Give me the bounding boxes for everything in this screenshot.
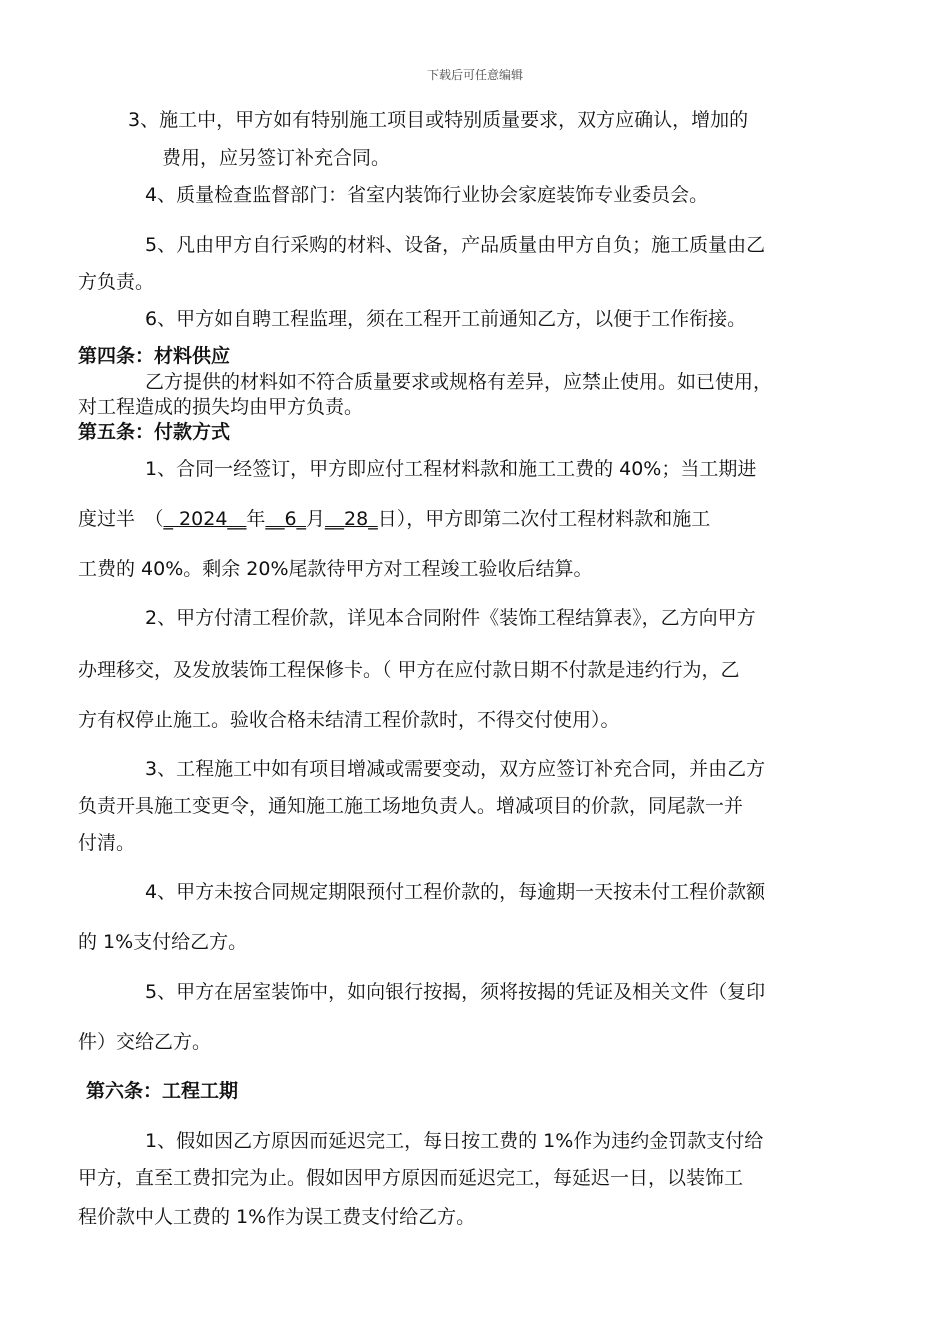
- clause-5-line-1: 5、凡由甲方自行采购的材料、设备，产品质量由甲方自负；施工质量由乙: [145, 234, 766, 256]
- article-4-heading: 第四条：材料供应: [78, 345, 231, 367]
- article-5-p1-line-3: 工费的 40%。剩余 20%尾款待甲方对工程竣工验收后结算。: [78, 558, 593, 580]
- article-5-p1-line-1: 1、合同一经签订，甲方即应付工程材料款和施工工费的 40%；当工期进: [145, 458, 757, 480]
- article-5-heading: 第五条：付款方式: [78, 421, 231, 443]
- article-5-p5-line-1: 5、甲方在居室装饰中，如向银行按揭，须将按揭的凭证及相关文件（复印: [145, 981, 766, 1003]
- month-char: 月: [306, 508, 326, 530]
- article-5-p4-line-1: 4、甲方未按合同规定期限预付工程价款的，每逾期一天按未付工程价款额: [145, 881, 766, 903]
- year-char: 年: [246, 508, 266, 530]
- article-5-p3-line-2: 负责开具施工变更令，通知施工施工场地负责人。增减项目的价款，同尾款一并: [78, 795, 744, 817]
- p1-line-2-suffix: 日），甲方即第二次付工程材料款和施工: [377, 508, 711, 530]
- date-month-field: __6_: [265, 508, 307, 530]
- date-year-field: _ 2024__: [163, 508, 247, 530]
- p1-line-2-prefix: 度过半 （: [78, 508, 164, 530]
- clause-6: 6、甲方如自聘工程监理，须在工程开工前通知乙方，以便于工作衔接。: [145, 308, 747, 330]
- clause-5-line-2: 方负责。: [78, 271, 155, 293]
- page-header: 下载后可任意编辑: [426, 68, 523, 82]
- article-5-p2-line-2: 办理移交，及发放装饰工程保修卡。（ 甲方在应付款日期不付款是违约行为，乙: [78, 659, 740, 681]
- article-5-p2-line-1: 2、甲方付清工程价款，详见本合同附件《装饰工程结算表》，乙方向甲方: [145, 607, 756, 629]
- article-6-p1-line-1: 1、假如因乙方原因而延迟完工，每日按工费的 1%作为违约金罚款支付给: [145, 1130, 764, 1152]
- article-5-p2-line-3: 方有权停止施工。验收合格未结清工程价款时，不得交付使用）。: [78, 709, 620, 731]
- date-day-field: __28_: [325, 508, 378, 530]
- article-5-p4-line-2: 的 1%支付给乙方。: [78, 931, 248, 953]
- article-5-p3-line-3: 付清。: [78, 832, 136, 854]
- clause-3-line-1: 3、施工中，甲方如有特别施工项目或特别质量要求，双方应确认，增加的: [128, 109, 749, 131]
- article-6-heading: 第六条：工程工期: [86, 1080, 239, 1102]
- article-5-p5-line-2: 件）交给乙方。: [78, 1031, 212, 1053]
- article-6-p1-line-2: 甲方，直至工费扣完为止。假如因甲方原因而延迟完工，每延迟一日，以装饰工: [78, 1167, 744, 1189]
- clause-4: 4、质量检查监督部门：省室内装饰行业协会家庭装饰专业委员会。: [145, 184, 709, 206]
- article-5-p3-line-1: 3、工程施工中如有项目增减或需要变动，双方应签订补充合同，并由乙方: [145, 758, 766, 780]
- article-5-p1-line-2: [78, 507, 710, 531]
- article-6-p1-line-3: 程价款中人工费的 1%作为误工费支付给乙方。: [78, 1206, 476, 1228]
- article-4-line-1: 乙方提供的材料如不符合质量要求或规格有差异，应禁止使用。如已使用，: [145, 371, 773, 393]
- clause-3-line-2: 费用，应另签订补充合同。: [162, 147, 391, 169]
- article-4-line-2: 对工程造成的损失均由甲方负责。: [78, 396, 364, 418]
